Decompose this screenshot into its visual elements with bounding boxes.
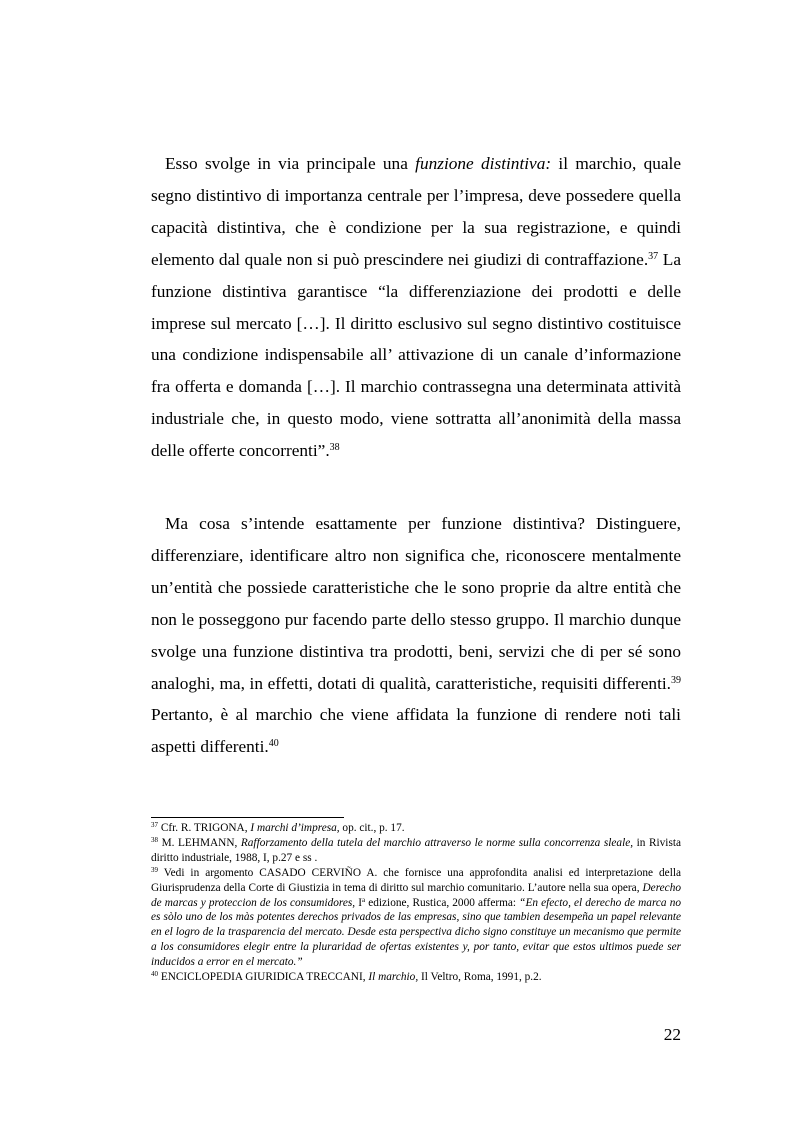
footnotes (151, 821, 681, 985)
footnote-ref-37[interactable]: 37 (648, 250, 659, 262)
footnote-title: I marchi d’impresa, (250, 822, 340, 834)
footnote-39 (151, 866, 681, 970)
footnote-ref-38[interactable]: 38 (329, 442, 340, 454)
footnote-number: 37 (151, 821, 158, 829)
body-paragraph-1 (151, 148, 681, 467)
footnote-number: 39 (151, 865, 158, 874)
footnote-text: Il Veltro, Roma, 1991, p.2. (418, 971, 542, 984)
page-number: 22 (663, 1025, 681, 1044)
footnote-ref-39[interactable]: 39 (671, 674, 681, 686)
footnote-text: Vedi in argomento CASADO CERVIÑO A. che fornisce una approfondita analisi ed interpretazione della Giurisprudenza della Corte di Giustizia in tema di diritto sul marchio comunitario. L’autore nella sua opera, (151, 866, 681, 894)
footnote-38 (151, 836, 681, 866)
footnote-text: Cfr. R. TRIGONA, (158, 822, 251, 834)
footnote-quote: “En efecto, el derecho de marca no es sòlo uno de los màs potentes derechos privados de las empresas, sino que tambien desempeña un papel relevante en el logro de la trasparencia del mercato. Desde esta perspectiva dicho signo constituye un mecanismo que permite a los consumidores elegir entre la pluraridad de ofertas existentes y, por tanto, evitar que estos ultimos puede ser inducidos a error en el mercato.” (151, 896, 681, 969)
ordinal-indicator: a (362, 895, 366, 904)
footnote-title: Derecho de marcas y proteccion de los consumidores, (151, 881, 681, 909)
paragraph-2-text-start: Ma cosa s’intende esattamente per funzione distintiva? Distinguere, differenziare, identificare altro non significa che, riconoscere mentalmente un’entità che possiede caratteristiche che le sono proprie da altre entità che non le posseggono pur facendo parte dello stesso gruppo. Il marchio dunque svolge una funzione distintiva tra prodotti, beni, servizi che di per sé sono analoghi, ma, in effetti, dotati di qualità, caratteristiche, requisiti differenti. (151, 514, 681, 693)
footnote-text: edizione, Rustica, 2000 afferma: (365, 896, 520, 909)
footnote-ref-40[interactable]: 40 (268, 738, 279, 750)
paragraph-1-emphasis: funzione distintiva: (415, 154, 552, 173)
footnote-text: op. cit., p. 17. (339, 822, 405, 834)
footnote-title: Il marchio, (368, 971, 419, 984)
footnote-title: Rafforzamento della tutela del marchio attraverso le norme sulla concorrenza sleale, (240, 836, 634, 849)
footnote-37 (151, 821, 681, 836)
footnote-text: ENCICLOPEDIA GIURIDICA TRECCANI, (158, 971, 369, 984)
footnote-40 (151, 970, 681, 985)
footnote-number: 40 (151, 970, 158, 979)
footnote-text: in Rivista diritto industriale, 1988, I, p.27 e ss . (151, 836, 681, 864)
footnote-separator (151, 817, 344, 818)
body-paragraph-2 (151, 508, 681, 763)
paragraph-1-text-start: Esso svolge in via principale una (165, 154, 416, 173)
footnote-text: I (355, 896, 363, 909)
paragraph-2-text-end: Pertanto, è al marchio che viene affidata la funzione di rendere noti tali aspetti differenti. (151, 705, 681, 757)
paragraph-1-quote: La funzione distintiva garantisce “la differenziazione dei prodotti e delle imprese sul mercato […]. Il diritto esclusivo sul segno distintivo costituisce una condizione indispensabile all’ attivazione di un canale d’informazione fra offerta e domanda […]. Il marchio contrassegna una determinata attività industriale che, in questo modo, viene sottratta all’anonimità della massa delle offerte concorrenti”. (151, 249, 681, 461)
paragraph-1-text-middle: il marchio, quale segno distintivo di importanza centrale per l’impresa, deve possedere quella capacità distintiva, che è condizione per la sua registrazione, e quindi elemento dal quale non si può prescindere nei giudizi di contraffazione. (151, 154, 681, 269)
footnote-text: M. LEHMANN, (158, 836, 241, 849)
footnote-number: 38 (151, 835, 158, 844)
